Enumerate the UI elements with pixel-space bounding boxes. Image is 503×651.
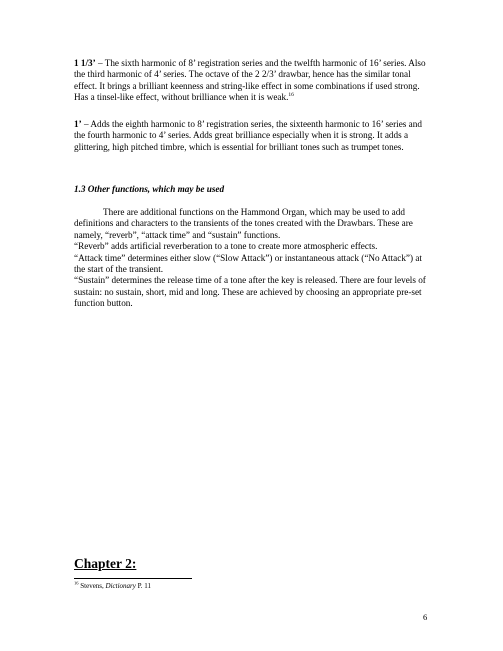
section-line-intro: There are additional functions on the Hammond Organ, which may be used to add definitions and characters to the transients of the tones created with the Drawbars. These are namely, “reverb”, “attack time” and “sustain” functions. bbox=[74, 207, 413, 240]
section-line-reverb: “Reverb” adds artificial reverberation to a tone to create more atmospheric effects. bbox=[74, 241, 378, 252]
paragraph-1-foot bbox=[74, 119, 434, 153]
footnote-author: Stevens, bbox=[80, 582, 106, 590]
paragraph-1-1-3-foot bbox=[74, 58, 434, 104]
footnote bbox=[74, 582, 151, 591]
footnote-divider bbox=[74, 578, 192, 579]
footnote-reference: 16 bbox=[288, 92, 294, 99]
footnote-number: 16 bbox=[74, 580, 79, 586]
chapter-heading: Chapter 2: bbox=[74, 556, 137, 571]
section-line-attack: “Attack time” determines either slow (“Slow Attack”) or instantaneous attack (“No Attack”) at the start of the transient. bbox=[74, 252, 422, 275]
paragraph-text: – The sixth harmonic of 8’ registration series and the twelfth harmonic of 16’ series. Also the third harmonic of 4’ series. The octave of the 2 2/3’ drawbar, hence has the similar tonal effect. It brings a brilliant keenness and string-like effect in some combinations if used strong. Has a tinsel-like effect, without brilliance when it is weak. bbox=[74, 58, 426, 103]
drawbar-term: 1’ bbox=[74, 119, 82, 129]
footnote-title: Dictionary bbox=[105, 582, 136, 590]
footnote-page: P. 11 bbox=[135, 582, 151, 590]
section-body bbox=[74, 207, 434, 310]
section-heading: 1.3 Other functions, which may be used bbox=[74, 184, 225, 194]
paragraph-text: – Adds the eighth harmonic to 8’ registration series, the sixteenth harmonic to 16’ series and the fourth harmonic to 4’ series. Adds great brilliance especially when it is strong. It adds a glittering, high pitched timbre, which is essential for brilliant tones such as trumpet tones. bbox=[74, 119, 422, 152]
drawbar-term: 1 1/3’ bbox=[74, 58, 96, 68]
section-line-sustain: “Sustain” determines the release time of a tone after the key is released. There are four levels of sustain: no sustain, short, mid and long. These are achieved by choosing an appropriate pre-set function button. bbox=[74, 275, 426, 309]
page-number: 6 bbox=[423, 612, 428, 622]
